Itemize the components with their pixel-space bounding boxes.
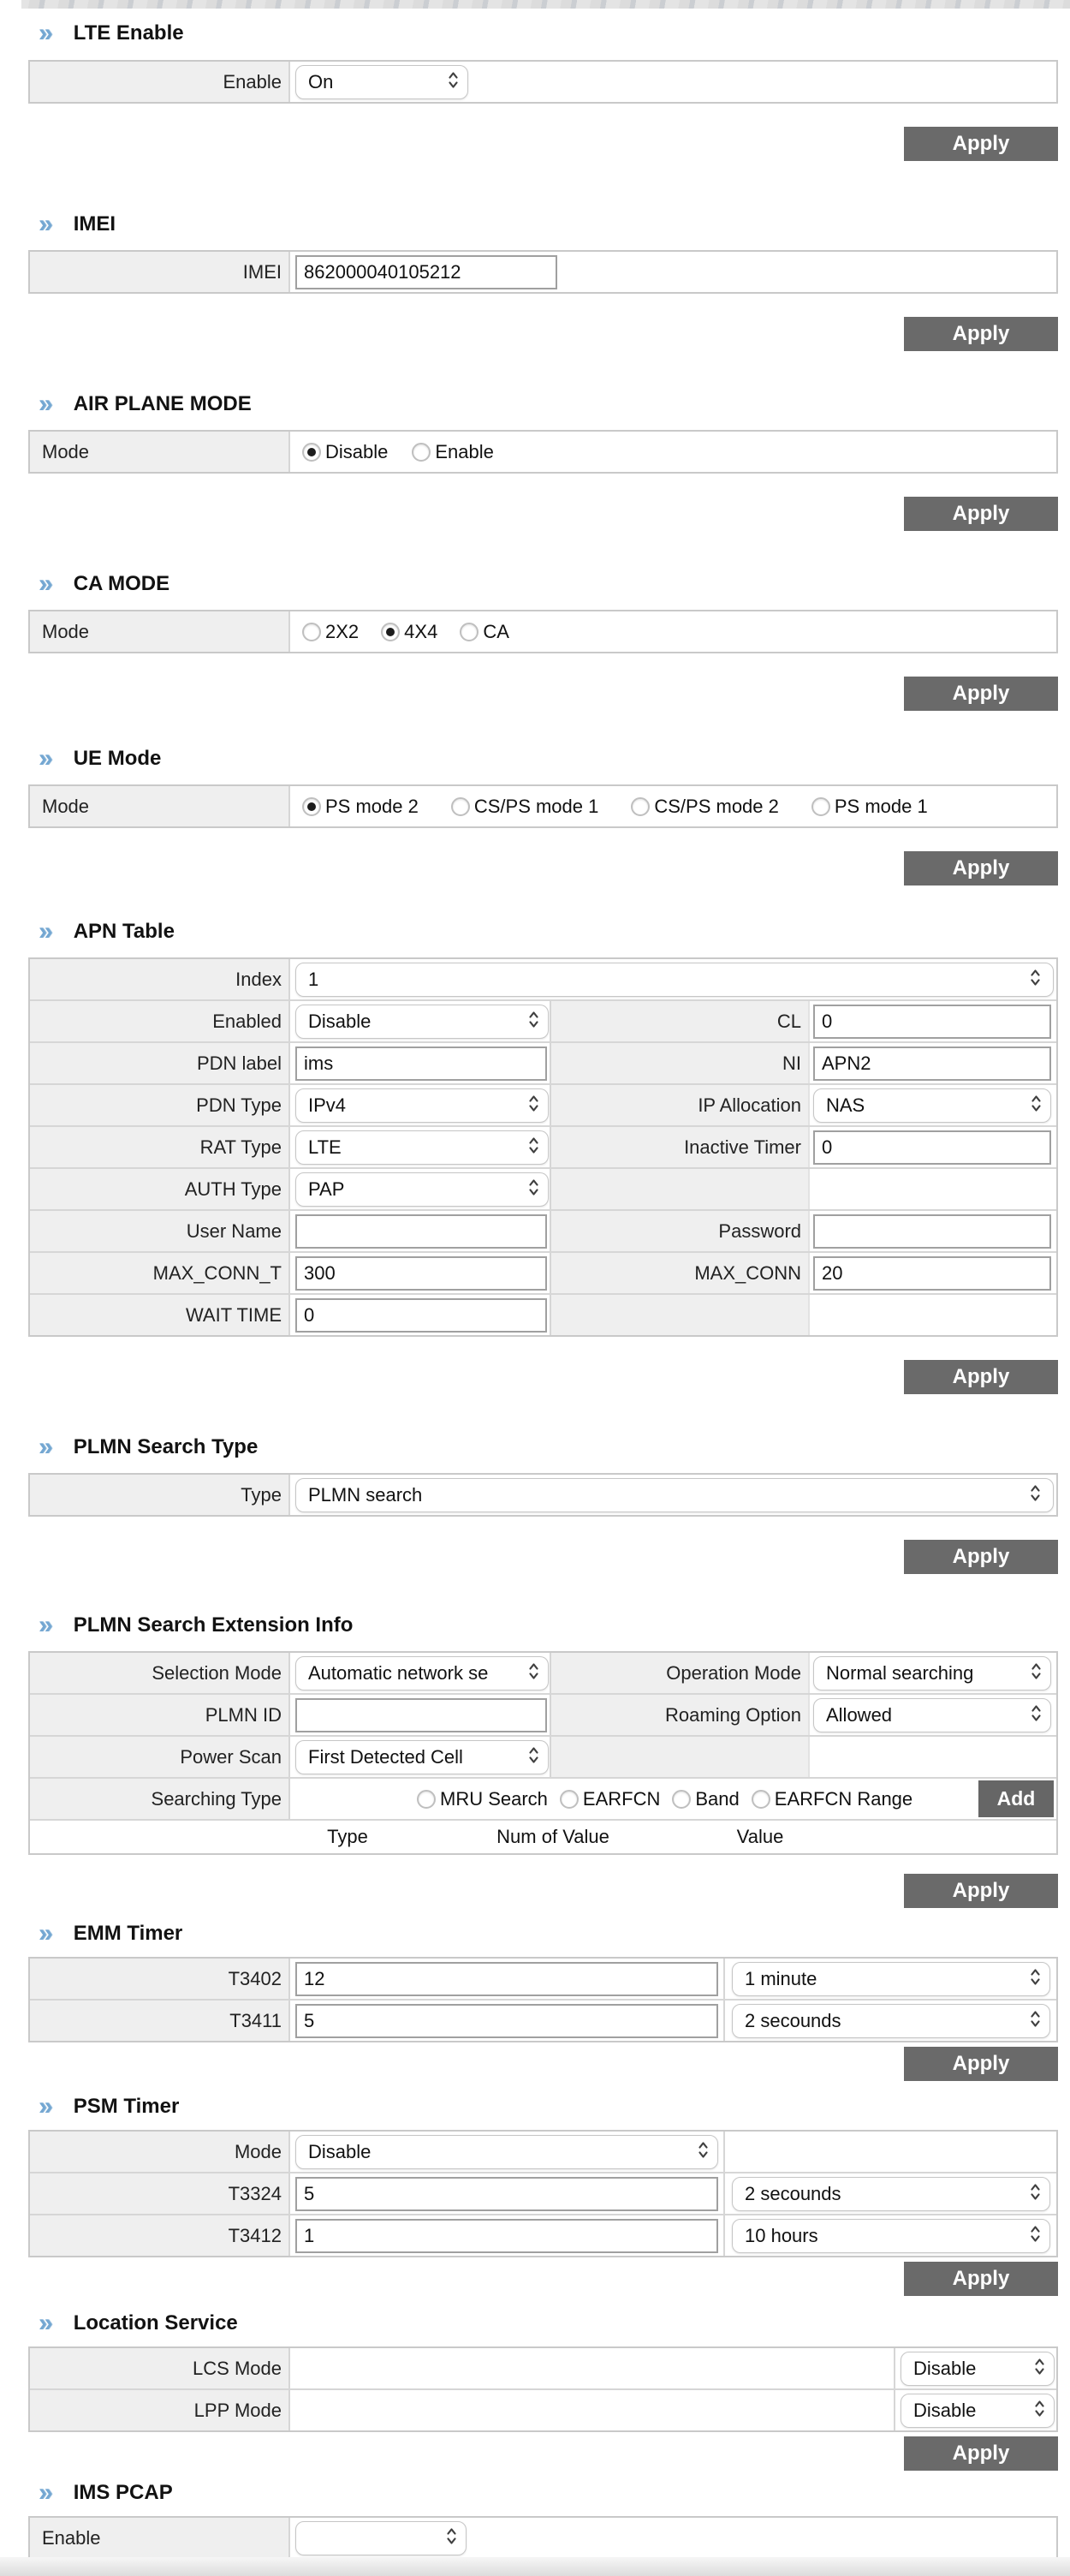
radio-option-earfcn-range[interactable]: EARFCN Range bbox=[752, 1788, 912, 1810]
psm-timer-table bbox=[28, 2130, 1058, 2257]
radio-button-icon bbox=[302, 797, 321, 816]
enable-field-cell bbox=[288, 62, 1056, 102]
result-header-num-of-value: Num of Value bbox=[496, 1826, 609, 1847]
pdn-label-field-cell bbox=[288, 1043, 550, 1083]
table-row-t3324 bbox=[30, 2172, 1056, 2214]
plmn-ext-table bbox=[28, 1651, 1058, 1855]
t3324-label: T3324 bbox=[30, 2174, 288, 2214]
pdn-label-label: PDN label bbox=[30, 1043, 288, 1083]
table-row bbox=[30, 432, 1056, 472]
section-header-ims-pcap bbox=[39, 2478, 1070, 2507]
apply-button[interactable]: Apply bbox=[904, 2436, 1058, 2471]
chevron-updown-icon bbox=[1034, 2399, 1045, 2422]
empty-field-cell bbox=[808, 1169, 1056, 1209]
ni-field-cell bbox=[808, 1043, 1056, 1083]
section-header-plmn-ext bbox=[39, 1613, 1070, 1637]
imei-input[interactable] bbox=[295, 255, 557, 289]
section-header-imei bbox=[39, 212, 1070, 236]
ni-label: NI bbox=[550, 1043, 808, 1083]
section-title: PLMN Search Extension Info bbox=[73, 1613, 354, 1637]
lcs-mode-label: LCS Mode bbox=[30, 2348, 288, 2388]
section-title: EMM Timer bbox=[73, 1922, 183, 1945]
operation-mode-field-cell bbox=[808, 1653, 1056, 1693]
section-title: CA MODE bbox=[73, 572, 170, 595]
radio-button-icon bbox=[752, 1790, 770, 1809]
table-row-plmnid-roaming bbox=[30, 1693, 1056, 1735]
section-header-apn-table bbox=[39, 917, 1070, 945]
table-row-psm-mode bbox=[30, 2132, 1056, 2172]
t3411-unit-select[interactable]: 2 secounds bbox=[732, 2004, 1050, 2038]
rat-type-select[interactable]: LTE bbox=[295, 1130, 549, 1165]
double-chevron-icon: » bbox=[39, 210, 53, 238]
radio-option-enable[interactable]: Enable bbox=[412, 441, 494, 463]
chevron-updown-icon bbox=[1034, 2357, 1045, 2380]
t3412-input[interactable] bbox=[295, 2219, 718, 2253]
table-row-lcs-mode bbox=[30, 2348, 1056, 2388]
section-header-psm-timer bbox=[39, 2092, 1070, 2120]
wait-time-input[interactable] bbox=[295, 1298, 547, 1333]
double-chevron-icon: » bbox=[39, 744, 53, 772]
radio-button-icon bbox=[302, 623, 321, 641]
chevron-updown-icon bbox=[528, 1136, 539, 1159]
mode-field-cell bbox=[288, 786, 1056, 826]
type-field-cell bbox=[288, 1475, 1056, 1515]
double-chevron-icon: » bbox=[39, 390, 53, 418]
airplane-mode-radio-group bbox=[290, 441, 494, 463]
t3411-label: T3411 bbox=[30, 2001, 288, 2041]
apply-button[interactable]: Apply bbox=[904, 127, 1058, 161]
index-select[interactable]: 1 bbox=[295, 963, 1054, 997]
ca-mode-radio-group bbox=[290, 621, 509, 643]
ip-allocation-select[interactable]: NAS bbox=[813, 1088, 1051, 1123]
section-title: AIR PLANE MODE bbox=[73, 392, 252, 415]
section-title: IMS PCAP bbox=[73, 2481, 173, 2504]
section-header-ca-mode bbox=[39, 569, 1070, 598]
wait-time-label: WAIT TIME bbox=[30, 1295, 288, 1335]
radio-button-icon bbox=[451, 797, 470, 816]
roaming-option-field-cell bbox=[808, 1695, 1056, 1735]
double-chevron-icon: » bbox=[39, 2309, 53, 2337]
ue-mode-radio-group bbox=[290, 796, 928, 818]
power-scan-field-cell bbox=[288, 1737, 550, 1777]
searching-type-label: Searching Type bbox=[30, 1779, 288, 1819]
password-input[interactable] bbox=[813, 1214, 1051, 1249]
double-chevron-icon: » bbox=[39, 1433, 53, 1461]
section-title: UE Mode bbox=[73, 747, 162, 770]
psm-mode-label: Mode bbox=[30, 2132, 288, 2172]
table-row-powerscan bbox=[30, 1735, 1056, 1777]
double-chevron-icon: » bbox=[39, 2478, 53, 2507]
airplane-mode-table bbox=[28, 430, 1058, 474]
selection-mode-label: Selection Mode bbox=[30, 1653, 288, 1693]
max-conn-input[interactable] bbox=[813, 1256, 1051, 1291]
enabled-field-cell bbox=[288, 1001, 550, 1041]
ca-mode-table bbox=[28, 610, 1058, 653]
searching-type-field-cell bbox=[288, 1779, 1056, 1819]
plmn-id-label: PLMN ID bbox=[30, 1695, 288, 1735]
max-conn-t-field-cell bbox=[288, 1253, 550, 1293]
apply-button[interactable]: Apply bbox=[904, 317, 1058, 351]
chevron-updown-icon bbox=[1030, 2224, 1041, 2247]
table-row-searching-type bbox=[30, 1777, 1056, 1819]
plmn-search-type-table bbox=[28, 1473, 1058, 1517]
user-name-label: User Name bbox=[30, 1211, 288, 1251]
auth-type-select[interactable]: PAP bbox=[295, 1172, 549, 1207]
power-scan-select[interactable]: First Detected Cell bbox=[295, 1740, 549, 1774]
plmn-id-field-cell bbox=[288, 1695, 550, 1735]
mode-label: Mode bbox=[30, 432, 288, 472]
imei-table bbox=[28, 250, 1058, 294]
empty-field-cell bbox=[808, 1737, 1056, 1777]
empty-field-cell bbox=[808, 1295, 1056, 1335]
chevron-updown-icon bbox=[448, 70, 459, 93]
t3411-unit-cell bbox=[723, 2001, 1056, 2041]
radio-option-ps-mode-1[interactable]: PS mode 1 bbox=[811, 796, 928, 818]
table-row-maxconn bbox=[30, 1251, 1056, 1293]
table-row bbox=[30, 252, 1056, 292]
mode-field-cell bbox=[288, 611, 1056, 652]
ip-allocation-field-cell bbox=[808, 1085, 1056, 1125]
empty-label-cell bbox=[550, 1295, 808, 1335]
table-row-selection-operation bbox=[30, 1653, 1056, 1693]
roaming-option-select[interactable]: Allowed bbox=[813, 1698, 1051, 1732]
result-header-value: Value bbox=[736, 1826, 784, 1847]
cl-input[interactable] bbox=[813, 1005, 1051, 1039]
lte-enable-select[interactable]: On bbox=[295, 65, 468, 99]
t3402-unit-cell bbox=[723, 1959, 1056, 1999]
radio-button-icon bbox=[672, 1790, 691, 1809]
lpp-mode-empty-cell bbox=[288, 2390, 894, 2430]
empty-label-cell bbox=[550, 1169, 808, 1209]
apply-button[interactable]: Apply bbox=[904, 1540, 1058, 1574]
radio-option-csps-mode-1[interactable]: CS/PS mode 1 bbox=[451, 796, 599, 818]
double-chevron-icon: » bbox=[39, 19, 53, 47]
section-header-lte-enable bbox=[39, 21, 1070, 45]
imei-field-cell bbox=[288, 252, 1056, 292]
plmn-search-type-select[interactable]: PLMN search bbox=[295, 1478, 1054, 1512]
inactive-timer-field-cell bbox=[808, 1127, 1056, 1167]
apply-button[interactable]: Apply bbox=[904, 497, 1058, 531]
table-row-pdntype-ipalloc bbox=[30, 1083, 1056, 1125]
operation-mode-label: Operation Mode bbox=[550, 1653, 808, 1693]
pdn-label-input[interactable] bbox=[295, 1046, 547, 1081]
max-conn-field-cell bbox=[808, 1253, 1056, 1293]
t3412-label: T3412 bbox=[30, 2215, 288, 2256]
radio-option-4x4[interactable]: 4X4 bbox=[381, 621, 437, 643]
chevron-updown-icon bbox=[1030, 968, 1041, 991]
user-name-field-cell bbox=[288, 1211, 550, 1251]
selection-mode-select[interactable]: Automatic network se bbox=[295, 1656, 549, 1690]
radio-option-csps-mode-2[interactable]: CS/PS mode 2 bbox=[631, 796, 779, 818]
ims-enable-field-cell bbox=[288, 2518, 1056, 2558]
t3324-unit-select[interactable]: 2 secounds bbox=[732, 2177, 1050, 2211]
chevron-updown-icon bbox=[528, 1745, 539, 1768]
radio-option-earfcn[interactable]: EARFCN bbox=[560, 1788, 660, 1810]
power-scan-label: Power Scan bbox=[30, 1737, 288, 1777]
chevron-updown-icon bbox=[446, 2526, 457, 2549]
ue-mode-table bbox=[28, 784, 1058, 828]
section-title: APN Table bbox=[73, 920, 175, 943]
table-row-result-headers bbox=[30, 1819, 1056, 1853]
page-top-texture-band bbox=[0, 0, 1070, 9]
apply-button[interactable]: Apply bbox=[904, 1360, 1058, 1394]
apply-button[interactable]: Apply bbox=[904, 2262, 1058, 2296]
radio-button-icon bbox=[460, 623, 479, 641]
table-row-pdnlabel-ni bbox=[30, 1041, 1056, 1083]
roaming-option-label: Roaming Option bbox=[550, 1695, 808, 1735]
wait-time-field-cell bbox=[288, 1295, 550, 1335]
ims-enable-label: Enable bbox=[30, 2518, 288, 2558]
t3324-field-cell bbox=[288, 2174, 723, 2214]
radio-button-icon bbox=[381, 623, 400, 641]
selection-mode-field-cell bbox=[288, 1653, 550, 1693]
table-row-ims-enable bbox=[30, 2518, 1056, 2558]
radio-option-mru-search[interactable]: MRU Search bbox=[417, 1788, 548, 1810]
section-header-ue-mode bbox=[39, 744, 1070, 772]
chevron-updown-icon bbox=[528, 1010, 539, 1033]
lcs-mode-select[interactable]: Disable bbox=[901, 2352, 1055, 2386]
lpp-mode-select-cell bbox=[894, 2390, 1056, 2430]
t3402-input[interactable] bbox=[295, 1962, 718, 1996]
t3324-unit-cell bbox=[723, 2174, 1056, 2214]
pdn-type-select[interactable]: IPv4 bbox=[295, 1088, 549, 1123]
t3412-unit-select[interactable]: 10 hours bbox=[732, 2219, 1050, 2253]
t3412-field-cell bbox=[288, 2215, 723, 2256]
index-label: Index bbox=[30, 959, 288, 999]
auth-type-field-cell bbox=[288, 1169, 550, 1209]
empty-label-cell bbox=[550, 1737, 808, 1777]
empty-unit-cell bbox=[723, 2132, 1056, 2172]
radio-option-2x2[interactable]: 2X2 bbox=[302, 621, 359, 643]
plmn-id-input[interactable] bbox=[295, 1698, 547, 1732]
result-header-type: Type bbox=[327, 1826, 368, 1847]
ims-pcap-table bbox=[28, 2516, 1058, 2560]
radio-button-icon bbox=[302, 443, 321, 462]
table-row-rattype-inactive bbox=[30, 1125, 1056, 1167]
cl-field-cell bbox=[808, 1001, 1056, 1041]
mode-label: Mode bbox=[30, 611, 288, 652]
table-row-t3412 bbox=[30, 2214, 1056, 2256]
radio-button-icon bbox=[412, 443, 431, 462]
table-row-lpp-mode bbox=[30, 2388, 1056, 2430]
location-service-table bbox=[28, 2346, 1058, 2432]
radio-option-band[interactable]: Band bbox=[672, 1788, 739, 1810]
mode-field-cell bbox=[288, 432, 1056, 472]
t3324-input[interactable] bbox=[295, 2177, 718, 2211]
enabled-label: Enabled bbox=[30, 1001, 288, 1041]
chevron-updown-icon bbox=[1030, 2182, 1041, 2205]
t3411-input[interactable] bbox=[295, 2004, 718, 2038]
radio-option-ps-mode-2[interactable]: PS mode 2 bbox=[302, 796, 419, 818]
ip-allocation-label: IP Allocation bbox=[550, 1085, 808, 1125]
t3411-field-cell bbox=[288, 2001, 723, 2041]
double-chevron-icon: » bbox=[39, 569, 53, 598]
table-row bbox=[30, 62, 1056, 102]
psm-mode-field-cell bbox=[288, 2132, 723, 2172]
radio-button-icon bbox=[560, 1790, 579, 1809]
chevron-updown-icon bbox=[698, 2140, 709, 2163]
inactive-timer-input[interactable] bbox=[813, 1130, 1051, 1165]
enabled-select[interactable]: Disable bbox=[295, 1005, 549, 1039]
type-label: Type bbox=[30, 1475, 288, 1515]
table-row-t3402 bbox=[30, 1959, 1056, 1999]
lpp-mode-select[interactable]: Disable bbox=[901, 2394, 1055, 2428]
chevron-updown-icon bbox=[1031, 1094, 1042, 1117]
add-button[interactable]: Add bbox=[978, 1780, 1054, 1817]
t3402-label: T3402 bbox=[30, 1959, 288, 1999]
max-conn-label: MAX_CONN bbox=[550, 1253, 808, 1293]
index-field-cell bbox=[288, 959, 1056, 999]
t3412-unit-cell bbox=[723, 2215, 1056, 2256]
chevron-updown-icon bbox=[1030, 1483, 1041, 1506]
section-header-plmn-search-type bbox=[39, 1435, 1070, 1459]
apply-button[interactable]: Apply bbox=[904, 2047, 1058, 2081]
section-title: IMEI bbox=[73, 212, 116, 236]
user-name-input[interactable] bbox=[295, 1214, 547, 1249]
table-row bbox=[30, 611, 1056, 652]
enable-label: Enable bbox=[30, 62, 288, 102]
table-row-t3411 bbox=[30, 1999, 1056, 2041]
pdn-type-label: PDN Type bbox=[30, 1085, 288, 1125]
lcs-mode-select-cell bbox=[894, 2348, 1056, 2388]
searching-type-radio-group bbox=[290, 1788, 912, 1810]
emm-timer-table bbox=[28, 1957, 1058, 2042]
operation-mode-select[interactable]: Normal searching bbox=[813, 1656, 1051, 1690]
table-row-enabled-cl bbox=[30, 999, 1056, 1041]
section-title: PLMN Search Type bbox=[73, 1435, 259, 1458]
radio-button-icon bbox=[811, 797, 830, 816]
apply-button[interactable]: Apply bbox=[904, 851, 1058, 886]
password-label: Password bbox=[550, 1211, 808, 1251]
chevron-updown-icon bbox=[1031, 1703, 1042, 1726]
radio-option-disable[interactable]: Disable bbox=[302, 441, 388, 463]
section-header-location-service bbox=[39, 2311, 1070, 2335]
section-title: PSM Timer bbox=[73, 2095, 180, 2118]
rat-type-field-cell bbox=[288, 1127, 550, 1167]
ims-enable-select[interactable] bbox=[295, 2521, 467, 2555]
apn-table bbox=[28, 957, 1058, 1337]
table-row-username-password bbox=[30, 1209, 1056, 1251]
table-row-authtype bbox=[30, 1167, 1056, 1209]
rat-type-label: RAT Type bbox=[30, 1127, 288, 1167]
table-row-waittime bbox=[30, 1293, 1056, 1335]
table-row-index bbox=[30, 959, 1056, 999]
pdn-type-field-cell bbox=[288, 1085, 550, 1125]
psm-mode-select[interactable]: Disable bbox=[295, 2135, 718, 2169]
lpp-mode-label: LPP Mode bbox=[30, 2390, 288, 2430]
lte-enable-table bbox=[28, 60, 1058, 104]
max-conn-t-label: MAX_CONN_T bbox=[30, 1253, 288, 1293]
double-chevron-icon: » bbox=[39, 1611, 53, 1639]
table-row bbox=[30, 786, 1056, 826]
radio-button-icon bbox=[631, 797, 650, 816]
password-field-cell bbox=[808, 1211, 1056, 1251]
section-title: LTE Enable bbox=[73, 21, 184, 45]
page-bottom-band bbox=[0, 2557, 1070, 2576]
radio-option-ca[interactable]: CA bbox=[460, 621, 509, 643]
section-title: Location Service bbox=[73, 2311, 238, 2334]
section-header-emm-timer bbox=[39, 1919, 1070, 1947]
mode-label: Mode bbox=[30, 786, 288, 826]
imei-label: IMEI bbox=[30, 252, 288, 292]
auth-type-label: AUTH Type bbox=[30, 1169, 288, 1209]
cl-label: CL bbox=[550, 1001, 808, 1041]
t3402-field-cell bbox=[288, 1959, 723, 1999]
double-chevron-icon: » bbox=[39, 917, 53, 945]
chevron-updown-icon bbox=[1030, 1967, 1041, 1990]
inactive-timer-label: Inactive Timer bbox=[550, 1127, 808, 1167]
max-conn-t-input[interactable] bbox=[295, 1256, 547, 1291]
chevron-updown-icon bbox=[528, 1178, 539, 1201]
lcs-mode-empty-cell bbox=[288, 2348, 894, 2388]
radio-button-icon bbox=[417, 1790, 436, 1809]
double-chevron-icon: » bbox=[39, 2092, 53, 2120]
ni-input[interactable] bbox=[813, 1046, 1051, 1081]
chevron-updown-icon bbox=[528, 1094, 539, 1117]
table-row bbox=[30, 1475, 1056, 1515]
apply-button[interactable]: Apply bbox=[904, 677, 1058, 711]
chevron-updown-icon bbox=[528, 1661, 539, 1685]
chevron-updown-icon bbox=[1031, 1661, 1042, 1685]
chevron-updown-icon bbox=[1030, 2009, 1041, 2032]
t3402-unit-select[interactable]: 1 minute bbox=[732, 1962, 1050, 1996]
section-header-airplane-mode bbox=[39, 392, 1070, 416]
double-chevron-icon: » bbox=[39, 1919, 53, 1947]
apply-button[interactable]: Apply bbox=[904, 1874, 1058, 1908]
